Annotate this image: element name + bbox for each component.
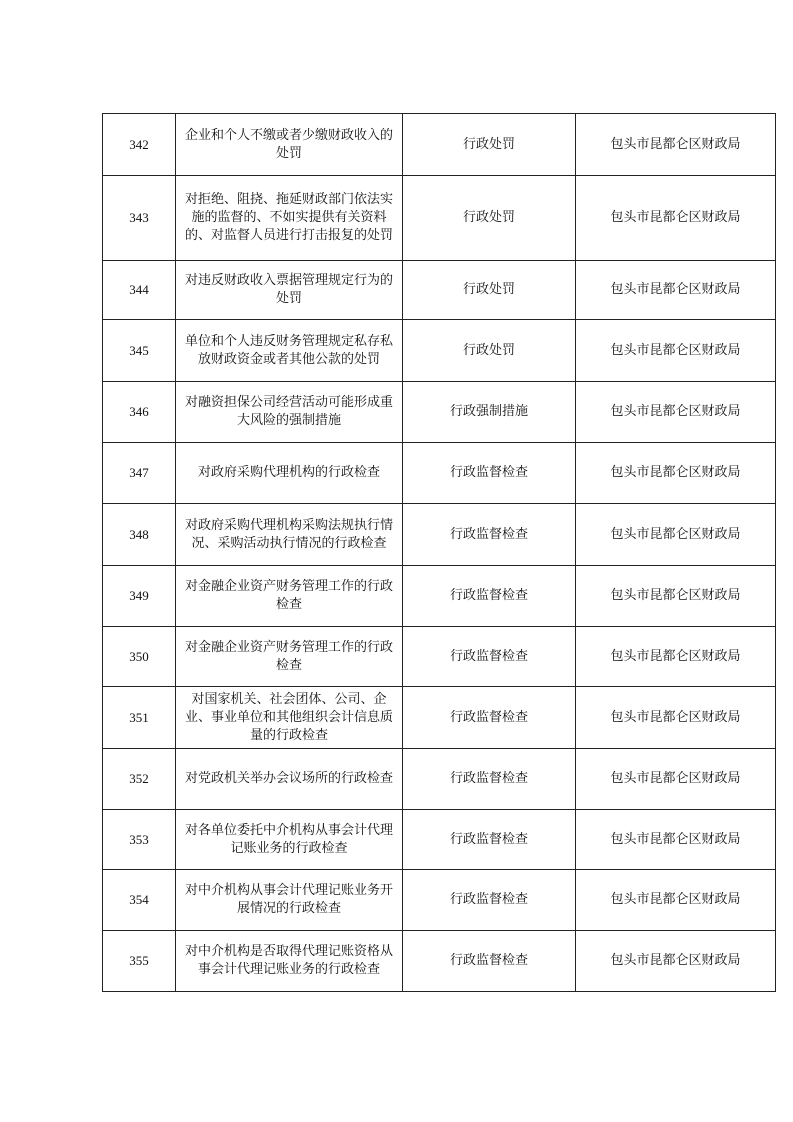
row-number-cell	[103, 176, 176, 261]
table-row	[103, 870, 776, 931]
item-name-cell	[176, 504, 403, 566]
row-number: 345	[129, 342, 149, 358]
responsible-department: 包头市昆都仑区财政局	[610, 831, 741, 847]
responsible-department-cell	[576, 504, 776, 566]
row-number-cell	[103, 504, 176, 566]
item-type: 行政监督检查	[449, 588, 528, 603]
row-number-cell	[103, 749, 176, 810]
item-type-cell	[403, 749, 576, 810]
row-number: 342	[129, 136, 149, 152]
item-type: 行政处罚	[462, 136, 515, 152]
responsible-department: 包头市昆都仑区财政局	[610, 709, 741, 725]
item-name-cell	[176, 810, 403, 870]
item-type-cell	[403, 504, 576, 566]
responsible-department-cell	[576, 870, 776, 931]
row-number-cell	[103, 443, 176, 504]
item-name: 对政府采购代理机构的行政检查	[197, 465, 380, 480]
item-type: 行政处罚	[462, 282, 515, 297]
item-name: 对融资担保公司经营活动可能形成重大风险的强制措施	[185, 395, 394, 428]
item-name-cell	[176, 320, 403, 382]
item-type-cell	[403, 687, 576, 749]
row-number-cell	[103, 114, 176, 176]
item-type-cell	[403, 566, 576, 627]
item-name-cell	[176, 114, 403, 176]
responsible-department-cell	[576, 810, 776, 870]
row-number-cell	[103, 810, 176, 870]
responsible-department: 包头市昆都仑区财政局	[610, 282, 741, 297]
item-type-cell	[403, 870, 576, 931]
item-name: 对中介机构是否取得代理记账资格从事会计代理记账业务的行政检查	[185, 944, 394, 977]
item-name: 对拒绝、阻挠、拖延财政部门依法实施的监督的、不如实提供有关资料的、对监督人员进行打击报复的处罚	[185, 192, 394, 243]
responsible-department-cell	[576, 261, 776, 320]
item-type: 行政监督检查	[449, 831, 528, 847]
row-number-cell	[103, 931, 176, 992]
row-number-cell	[103, 382, 176, 443]
item-name-cell	[176, 687, 403, 749]
item-type: 行政监督检查	[449, 953, 528, 968]
row-number: 343	[129, 210, 149, 225]
responsible-department-cell	[576, 320, 776, 382]
item-type: 行政处罚	[462, 210, 515, 225]
table-row	[103, 749, 776, 810]
item-name-cell	[176, 382, 403, 443]
item-name: 单位和个人违反财务管理规定私存私放财政资金或者其他公款的处罚	[185, 333, 394, 367]
responsible-department-cell	[576, 749, 776, 810]
item-name: 对金融企业资产财务管理工作的行政检查	[185, 639, 394, 673]
item-name: 对政府采购代理机构采购法规执行情况、采购活动执行情况的行政检查	[185, 517, 394, 551]
table-row	[103, 566, 776, 627]
item-name: 对各单位委托中介机构从事会计代理记账业务的行政检查	[185, 822, 394, 856]
table-row	[103, 382, 776, 443]
item-type-cell	[403, 382, 576, 443]
responsible-department: 包头市昆都仑区财政局	[610, 136, 741, 152]
item-name-cell	[176, 443, 403, 504]
item-type-cell	[403, 114, 576, 176]
item-name: 对党政机关举办会议场所的行政检查	[185, 771, 394, 786]
table-body	[103, 114, 776, 992]
row-number: 352	[129, 771, 149, 786]
row-number-cell	[103, 320, 176, 382]
responsible-department: 包头市昆都仑区财政局	[610, 342, 741, 358]
item-type: 行政处罚	[462, 342, 515, 358]
item-type-cell	[403, 627, 576, 687]
row-number: 349	[129, 588, 149, 603]
row-number: 346	[129, 404, 149, 419]
item-name: 企业和个人不缴或者少缴财政收入的处罚	[185, 127, 394, 161]
table-row	[103, 114, 776, 176]
table-row	[103, 931, 776, 992]
item-name-cell	[176, 749, 403, 810]
responsible-department: 包头市昆都仑区财政局	[610, 588, 741, 603]
table-row	[103, 176, 776, 261]
responsible-department-cell	[576, 566, 776, 627]
item-name-cell	[176, 566, 403, 627]
table-row	[103, 443, 776, 504]
row-number-cell	[103, 870, 176, 931]
table-row	[103, 261, 776, 320]
item-name: 对中介机构从事会计代理记账业务开展情况的行政检查	[185, 883, 394, 916]
item-name-cell	[176, 931, 403, 992]
row-number: 348	[129, 526, 149, 542]
item-type-cell	[403, 810, 576, 870]
responsible-department: 包头市昆都仑区财政局	[610, 404, 741, 419]
row-number-cell	[103, 566, 176, 627]
item-name-cell	[176, 627, 403, 687]
item-name-cell	[176, 261, 403, 320]
responsible-department: 包头市昆都仑区财政局	[610, 771, 741, 786]
row-number: 347	[129, 465, 149, 480]
responsible-department-cell	[576, 176, 776, 261]
row-number: 351	[129, 709, 149, 725]
table-row	[103, 810, 776, 870]
table-row	[103, 627, 776, 687]
row-number-cell	[103, 627, 176, 687]
item-type-cell	[403, 320, 576, 382]
row-number: 353	[129, 831, 149, 847]
row-number: 355	[129, 953, 149, 968]
responsible-department: 包头市昆都仑区财政局	[610, 953, 741, 968]
item-type-cell	[403, 261, 576, 320]
responsible-department-cell	[576, 443, 776, 504]
responsible-department: 包头市昆都仑区财政局	[610, 465, 741, 480]
item-type: 行政强制措施	[449, 404, 528, 419]
item-type: 行政监督检查	[449, 771, 528, 786]
table-row	[103, 320, 776, 382]
item-type-cell	[403, 931, 576, 992]
responsible-department-cell	[576, 931, 776, 992]
item-type: 行政监督检查	[449, 709, 528, 725]
responsible-department: 包头市昆都仑区财政局	[610, 648, 741, 664]
item-type: 行政监督检查	[449, 892, 528, 907]
table-row	[103, 687, 776, 749]
table-row	[103, 504, 776, 566]
responsible-department: 包头市昆都仑区财政局	[610, 892, 741, 907]
item-name-cell	[176, 176, 403, 261]
row-number: 344	[129, 282, 149, 297]
item-name-cell	[176, 870, 403, 931]
row-number-cell	[103, 687, 176, 749]
item-name: 对国家机关、社会团体、公司、企业、事业单位和其他组织会计信息质量的行政检查	[185, 691, 394, 743]
item-type: 行政监督检查	[449, 526, 528, 542]
item-name: 对违反财政收入票据管理规定行为的处罚	[185, 273, 394, 306]
power-list-table	[102, 113, 776, 992]
responsible-department-cell	[576, 627, 776, 687]
item-type: 行政监督检查	[449, 648, 528, 664]
responsible-department: 包头市昆都仑区财政局	[610, 210, 741, 225]
row-number-cell	[103, 261, 176, 320]
responsible-department-cell	[576, 114, 776, 176]
item-type-cell	[403, 443, 576, 504]
responsible-department-cell	[576, 687, 776, 749]
row-number: 354	[129, 892, 149, 907]
item-name: 对金融企业资产财务管理工作的行政检查	[185, 579, 394, 612]
row-number: 350	[129, 648, 149, 664]
responsible-department: 包头市昆都仑区财政局	[610, 526, 741, 542]
responsible-department-cell	[576, 382, 776, 443]
item-type: 行政监督检查	[449, 465, 528, 480]
item-type-cell	[403, 176, 576, 261]
